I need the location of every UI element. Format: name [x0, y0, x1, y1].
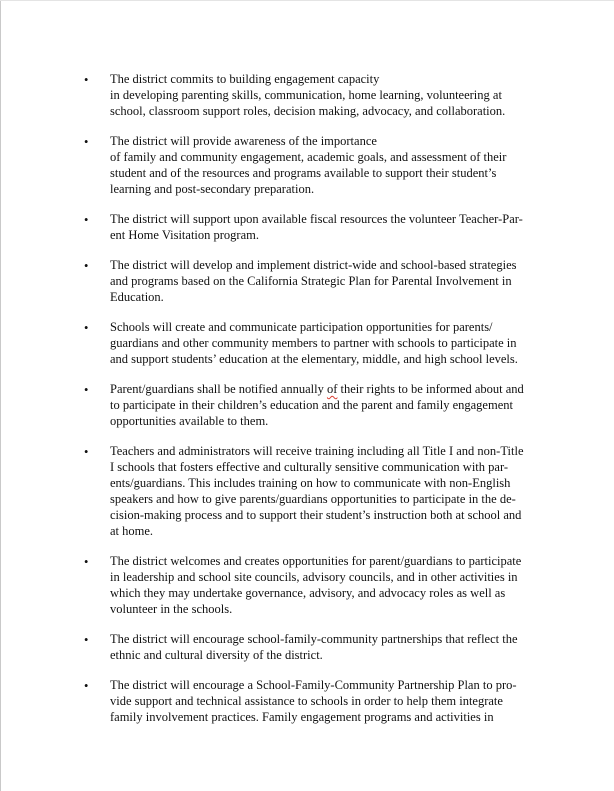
text-line: Education.	[110, 290, 164, 304]
text-line: in developing parenting skills, communication, home learning, volunteering at	[110, 88, 502, 102]
text-line	[110, 381, 550, 397]
paragraph	[110, 631, 550, 663]
paragraph	[110, 381, 550, 429]
bullet-icon: •	[84, 445, 89, 459]
bullet-icon: •	[84, 555, 89, 569]
bullet-icon: •	[84, 679, 89, 693]
text-line: Teachers and administrators will receive training including all Title I and non-Title	[110, 444, 524, 458]
text-line: The district will support upon available fiscal resources the volunteer Teacher-Par-	[110, 212, 523, 226]
text-line: school, classroom support roles, decision making, advocacy, and collaboration.	[110, 104, 506, 118]
text-line: The district welcomes and creates opportunities for parent/guardians to participate	[110, 554, 522, 568]
text-line: of family and community engagement, academic goals, and assessment of their	[110, 150, 507, 164]
list-item	[0, 631, 614, 663]
bullet-icon: •	[84, 321, 89, 335]
text-line: The district will provide awareness of the importance	[110, 134, 377, 148]
text-line: Schools will create and communicate participation opportunities for parents/	[110, 320, 493, 334]
paragraph	[110, 71, 550, 119]
document-bullet-list	[0, 71, 614, 739]
text-line: ents/guardians. This includes training on how to communicate with non-English	[110, 476, 511, 490]
text-line: ent Home Visitation program.	[110, 228, 259, 242]
list-item	[0, 677, 614, 725]
text-line: speakers and how to give parents/guardians opportunities to participate in the de-	[110, 492, 516, 506]
bullet-icon: •	[84, 633, 89, 647]
list-item	[0, 211, 614, 243]
list-item	[0, 257, 614, 305]
spellcheck-flagged-word[interactable]: of	[326, 382, 338, 396]
text-line: The district will encourage a School-Family-Community Partnership Plan to pro-	[110, 678, 517, 692]
text-line: student and of the resources and programs available to support their student’s	[110, 166, 497, 180]
paragraph	[110, 257, 550, 305]
list-item	[0, 133, 614, 197]
text-segment: Parent/guardians shall be notified annually	[110, 382, 327, 396]
bullet-icon: •	[84, 213, 89, 227]
paragraph	[110, 211, 550, 243]
list-item	[0, 319, 614, 367]
list-item	[0, 553, 614, 617]
bullet-icon: •	[84, 73, 89, 87]
text-line: vide support and technical assistance to schools in order to help them integrate	[110, 694, 503, 708]
text-line: ethnic and cultural diversity of the district.	[110, 648, 323, 662]
text-line: to participate in their children’s education and the parent and family engagement	[110, 398, 513, 412]
bullet-icon: •	[84, 135, 89, 149]
text-line: which they may undertake governance, advisory, and advocacy roles as well as	[110, 586, 506, 600]
text-line: The district commits to building engagement capacity	[110, 72, 380, 86]
text-line: The district will develop and implement district-wide and school-based strategies	[110, 258, 517, 272]
text-line: and support students’ education at the elementary, middle, and high school levels.	[110, 352, 518, 366]
paragraph	[110, 553, 550, 617]
text-line: at home.	[110, 524, 154, 538]
text-segment: their rights to be informed about and	[337, 382, 524, 396]
text-line: The district will encourage school-family-community partnerships that reflect the	[110, 632, 518, 646]
text-line: cision-making process and to support their student’s instruction both at school and	[110, 508, 522, 522]
text-line: learning and post-secondary preparation.	[110, 182, 315, 196]
text-line: I schools that fosters effective and culturally sensitive communication with par-	[110, 460, 509, 474]
text-line: in leadership and school site councils, advisory councils, and in other activities in	[110, 570, 518, 584]
list-item	[0, 443, 614, 539]
text-line: guardians and other community members to partner with schools to participate in	[110, 336, 517, 350]
list-item	[0, 381, 614, 429]
list-item	[0, 71, 614, 119]
text-line: opportunities available to them.	[110, 414, 269, 428]
paragraph	[110, 443, 550, 539]
text-line: volunteer in the schools.	[110, 602, 233, 616]
bullet-icon: •	[84, 259, 89, 273]
text-line: and programs based on the California Strategic Plan for Parental Involvement in	[110, 274, 512, 288]
bullet-icon: •	[84, 383, 89, 397]
paragraph	[110, 319, 550, 367]
paragraph	[110, 677, 550, 725]
text-line: family involvement practices. Family engagement programs and activities in	[110, 710, 494, 724]
paragraph	[110, 133, 550, 197]
page-top-edge	[0, 0, 614, 1]
